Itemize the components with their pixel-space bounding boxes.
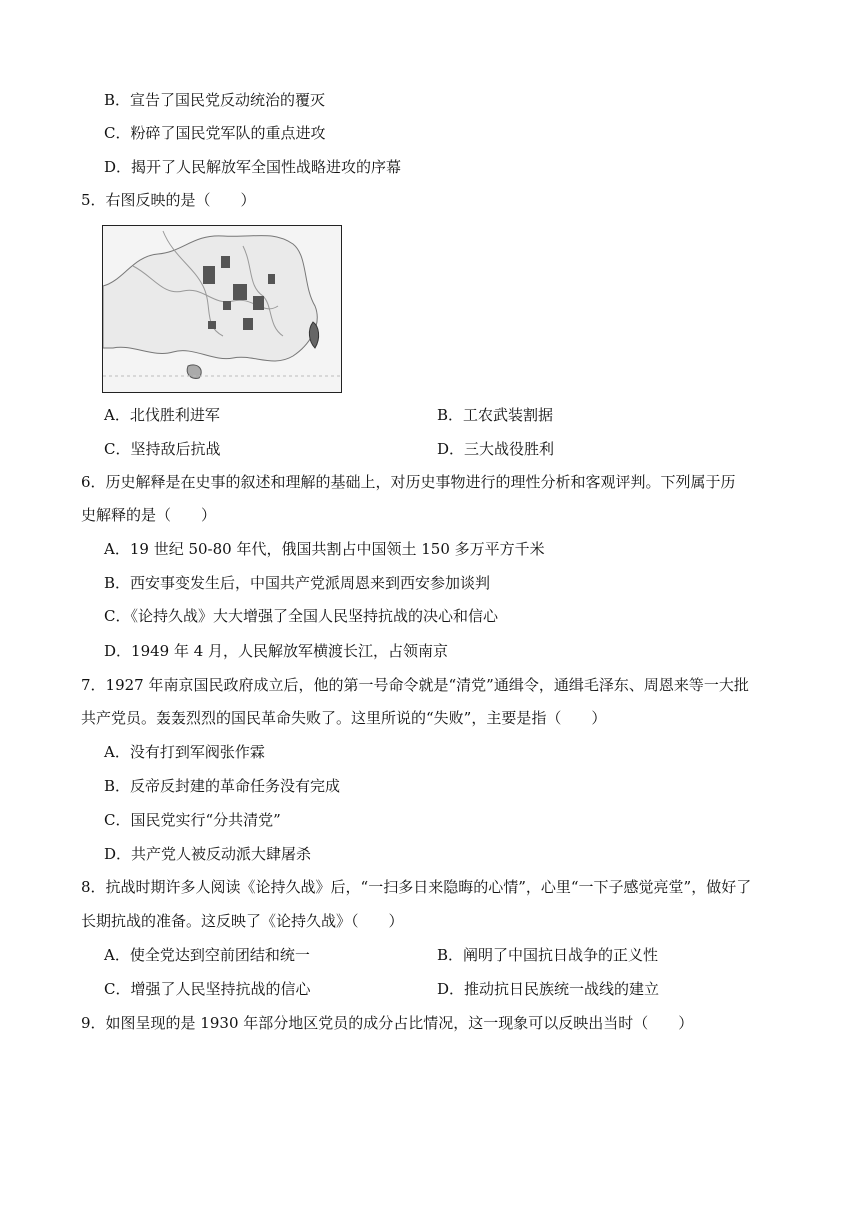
q9-stem: 9．如图呈现的是 1930 年部分地区党员的成分占比情况，这一现象可以反映出当时（ ）	[81, 1014, 694, 1032]
q7-option-a: A．没有打到军阀张作霖	[104, 743, 265, 761]
q8-option-b: B．阐明了中国抗日战争的正义性	[437, 946, 659, 964]
q4-option-d: D．揭开了人民解放军全国性战略进攻的序幕	[104, 158, 402, 176]
q6-stem-line2: 史解释的是（ ）	[81, 506, 217, 524]
q4-option-c: C．粉碎了国民党军队的重点进攻	[104, 124, 326, 142]
q5-option-a: A．北伐胜利进军	[104, 406, 220, 424]
q7-stem-line1: 7．1927 年南京国民政府成立后，他的第一号命令就是“清党”通缉令，通缉毛泽东、周恩来等一大批	[81, 676, 749, 694]
q7-stem-line2: 共产党员。轰轰烈烈的国民革命失败了。这里所说的“失败”，主要是指（ ）	[81, 709, 607, 727]
q5-stem: 5．右图反映的是（ ）	[81, 191, 256, 209]
q6-option-a: A．19 世纪 50-80 年代，俄国共割占中国领土 150 多万平方千米	[104, 540, 545, 558]
q5-map-image	[102, 225, 342, 393]
q5-option-b: B．工农武装割据	[437, 406, 554, 424]
q6-option-c: C．《论持久战》大大增强了全国人民坚持抗战的决心和信心	[104, 607, 498, 625]
q8-stem-line1: 8．抗战时期许多人阅读《论持久战》后，“一扫多日来隐晦的心情”，心里“一下子感觉亮堂”，做好了	[81, 878, 752, 896]
q8-option-a: A．使全党达到空前团结和统一	[104, 946, 310, 964]
q8-option-c: C．增强了人民坚持抗战的信心	[104, 980, 311, 998]
q8-stem-line2: 长期抗战的准备。这反映了《论持久战》（ ）	[81, 912, 404, 930]
q6-stem-line1: 6．历史解释是在史事的叙述和理解的基础上，对历史事物进行的理性分析和客观评判。下列属于历	[81, 473, 736, 491]
q7-option-d: D．共产党人被反动派大肆屠杀	[104, 845, 312, 863]
q6-option-d: D．1949 年 4 月，人民解放军横渡长江，占领南京	[104, 642, 449, 660]
q7-option-b: B．反帝反封建的革命任务没有完成	[104, 777, 341, 795]
q5-option-d: D．三大战役胜利	[437, 440, 555, 458]
q5-option-c: C．坚持敌后抗战	[104, 440, 221, 458]
q7-option-c: C．国民党实行“分共清党”	[104, 811, 281, 829]
q6-option-b: B．西安事变发生后，中国共产党派周恩来到西安参加谈判	[104, 574, 491, 592]
q8-option-d: D．推动抗日民族统一战线的建立	[437, 980, 660, 998]
q4-option-b: B．宣告了国民党反动统治的覆灭	[104, 91, 326, 109]
